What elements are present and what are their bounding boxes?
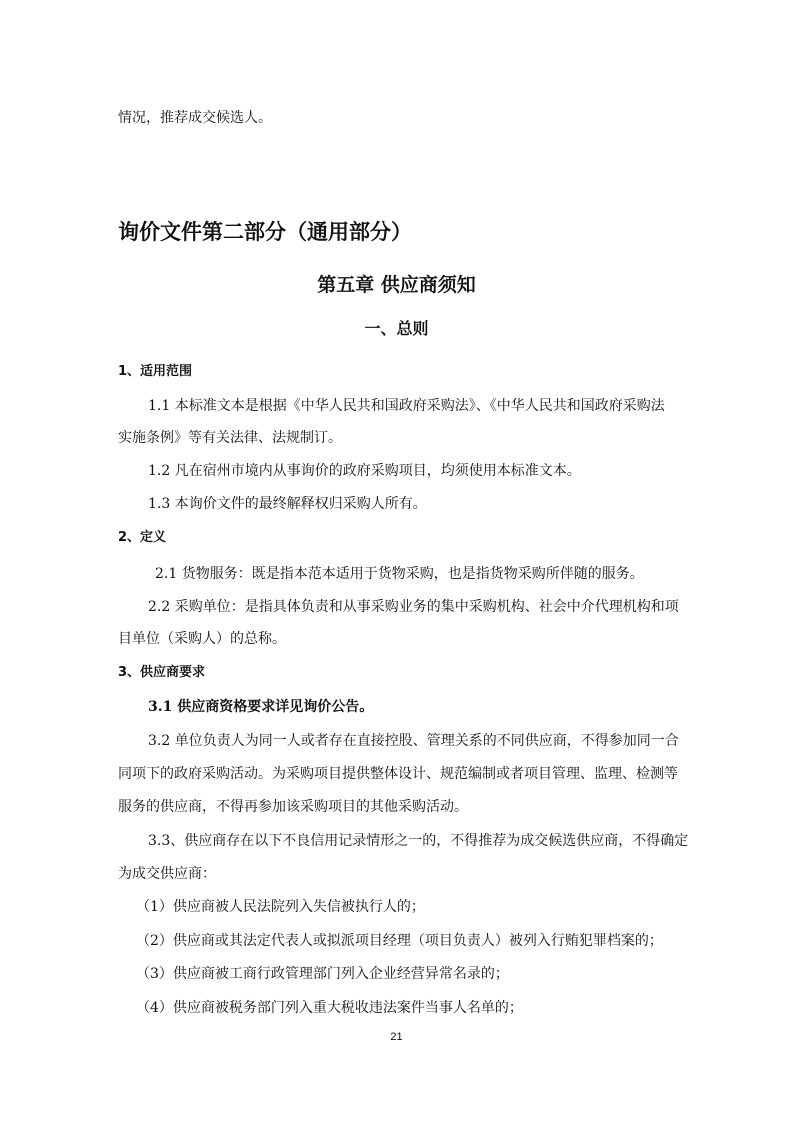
- part-title: 询价文件第二部分（通用部分）: [118, 220, 412, 244]
- paragraph-line: 1.3 本询价文件的最终解释权归采购人所有。: [148, 496, 427, 512]
- paragraph-line: 同项下的政府采购活动。为采购项目提供整体设计、规范编制或者项目管理、监理、检测等: [118, 766, 678, 782]
- paragraph-line: 3.1 供应商资格要求详见询价公告。: [148, 699, 374, 715]
- paragraph-line: 2.1 货物服务：既是指本范本适用于货物采购，也是指货物采购所伴随的服务。: [155, 566, 644, 582]
- chapter-title: 第五章 供应商须知: [317, 274, 476, 296]
- heading-scope: 1、适用范围: [118, 364, 193, 379]
- list-item: （4）供应商被税务部门列入重大税收违法案件当事人名单的；: [136, 1000, 523, 1016]
- paragraph-line: 3.3、供应商存在以下不良信用记录情形之一的，不得推荐为成交候选供应商，不得确定: [148, 833, 689, 849]
- list-item: （2）供应商或其法定代表人或拟派项目经理（项目负责人）被列入行贿犯罪档案的；: [136, 933, 663, 949]
- list-item: （1）供应商被人民法院列入失信被执行人的；: [136, 899, 425, 915]
- paragraph-line: 1.1 本标准文本是根据《中华人民共和国政府采购法》、《中华人民共和国政府采购法: [148, 398, 665, 414]
- paragraph-line: 服务的供应商，不得再参加该采购项目的其他采购活动。: [118, 799, 468, 815]
- paragraph-line: 1.2 凡在宿州市境内从事询价的政府采购项目，均须使用本标准文本。: [148, 463, 581, 479]
- list-item: （3）供应商被工商行政管理部门列入企业经营异常名录的；: [136, 966, 509, 982]
- paragraph-line: 为成交供应商：: [118, 866, 216, 882]
- page-number: 21: [390, 1031, 403, 1043]
- paragraph-line: 目单位（采购人）的总称。: [118, 631, 286, 647]
- section-title: 一、总则: [364, 319, 429, 338]
- paragraph-line: 2.2 采购单位：是指具体负责和从事采购业务的集中采购机构、社会中介代理机构和项: [148, 599, 679, 615]
- paragraph-line: 3.2 单位负责人为同一人或者存在直接控股、管理关系的不同供应商，不得参加同一合: [148, 733, 679, 749]
- heading-definitions: 2、定义: [118, 530, 167, 545]
- paragraph-line: 实施条例》等有关法律、法规制订。: [118, 430, 342, 446]
- intro-fragment: 情况，推荐成交候选人。: [118, 110, 272, 126]
- heading-supplier-requirements: 3、供应商要求: [118, 665, 206, 680]
